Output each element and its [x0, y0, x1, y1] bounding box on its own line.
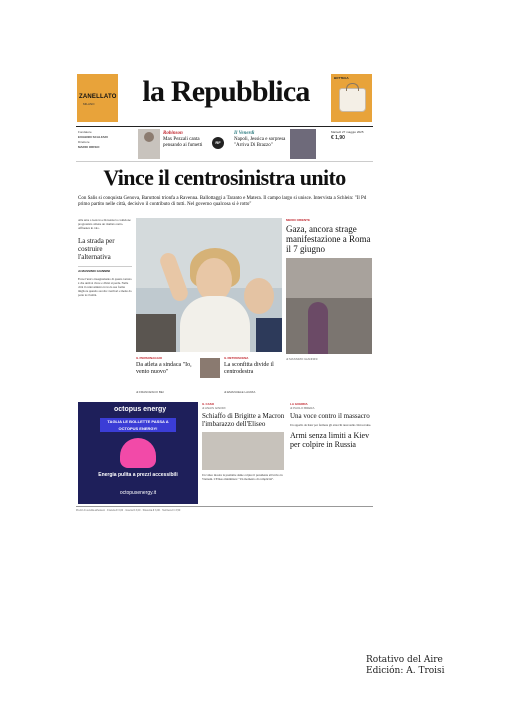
- promo-robinson[interactable]: [138, 129, 234, 159]
- story-kicker: IL RETROSCENA: [224, 356, 249, 360]
- founder-label: Fondatore: [78, 130, 92, 134]
- story-body: Un appello da Kiev per fermare gli attacchi russi sulle città ucraine.: [290, 423, 372, 427]
- right-column[interactable]: [286, 218, 372, 361]
- masthead: [76, 72, 373, 124]
- promo-title: Napoli, Jessica e sorpresa "Arriva Di Brazzo": [234, 137, 286, 148]
- director-name: MARIO ORFEO: [78, 145, 100, 149]
- left-ad-brand: ZANELLATO: [79, 94, 117, 100]
- octopus-ad[interactable]: [78, 402, 198, 504]
- right-headline: Gaza, ancora strage manifestazione a Roma il 7 giugno: [286, 224, 371, 254]
- ad-url: octopusenergy.it: [119, 490, 157, 496]
- story-title: Da atleta a sindaca "Io, vento nuovo": [136, 362, 192, 375]
- right-photo: [286, 258, 372, 354]
- story-title: Schiaffo di Brigitte a Macron l'imbarazzo dell'Eliseo: [202, 412, 285, 428]
- editorial-credits: [78, 130, 123, 150]
- story-photo: [202, 432, 284, 470]
- right-ad[interactable]: [331, 74, 372, 122]
- right-ad-tag: BOTTEGA: [334, 76, 349, 80]
- left-ad[interactable]: [77, 74, 118, 122]
- left-intro: Alle urne a Genova e Ravenna la coalizione progressista ottiene un risultato netto. Affluenza in calo.: [78, 218, 131, 231]
- issue-info: [331, 130, 371, 141]
- story-macron[interactable]: [202, 402, 286, 481]
- page-footer: Prezzi di vendita all'estero · Francia € 3,00 · Grecia € 3,00 · Slovenia € 3,00 · Svizzera Fr 3,50: [76, 506, 373, 515]
- handbag-icon: [339, 88, 366, 112]
- promo-photo: [290, 129, 316, 159]
- main-summary: Con Salis si conquista Genova, Baruttoni trionfa a Ravenna. Ballottaggi a Taranto e Matera. Il campo largo si unisce. Intervista a Schlein: "Il Pd primo partito nelle città, decisivo il contributo di tutti. Nel governo qualcosa si è rotto": [78, 196, 367, 207]
- issue-price: € 1,90: [331, 135, 345, 141]
- promo-title: Max Pezzali canta pensando ai fumetti: [163, 137, 203, 148]
- story-ukraine[interactable]: [290, 402, 372, 449]
- center-story-2[interactable]: [224, 356, 284, 394]
- story-body: Un video mostra la première dame colpire il presidente all'arrivo in Vietnam. L'Eliseo minimizza: "Un momento di complicità".: [202, 473, 283, 482]
- newspaper-front-page: [76, 72, 373, 515]
- issue-date: Martedì 27 maggio 2025: [331, 130, 364, 134]
- story-author: di EMANUELE LAURIA: [224, 390, 256, 394]
- image-credits: [366, 655, 445, 677]
- credits-line-1: Rotativo del Aire: [366, 655, 443, 665]
- promo-photo: [138, 129, 160, 159]
- photo-shirt: [180, 296, 250, 352]
- left-ad-sub: MILANO: [83, 102, 95, 106]
- story-author: di ANAIS GINORI: [202, 406, 226, 410]
- main-headline[interactable]: Vince il centrosinistra unito: [103, 165, 346, 190]
- story-author: di PAOLO BRERA: [290, 406, 315, 410]
- promo-badge: RF: [212, 137, 224, 149]
- story-title: La sconfitta divide il centrodestra: [224, 362, 274, 375]
- promo-kicker: Robinson: [163, 131, 183, 136]
- octopus-icon: [120, 438, 156, 468]
- photo-crowd: [256, 318, 282, 352]
- story-thumbnail: [200, 358, 220, 378]
- founder-name: EUGENIO SCALFARI: [78, 135, 108, 139]
- right-kicker: MEDIO ORIENTE: [286, 218, 311, 222]
- story-author: di FRANCESCO BEI: [136, 390, 164, 394]
- ad-brand: octopus energy: [114, 406, 167, 413]
- photo-ruins: [286, 258, 372, 298]
- left-headline[interactable]: La strada per costruire l'alternativa: [78, 236, 115, 261]
- photo-crowd: [136, 314, 176, 352]
- story-kicker: IL CASO: [202, 402, 215, 406]
- main-photo[interactable]: [136, 218, 282, 352]
- story-kicker: IL PERSONAGGIO: [136, 356, 163, 360]
- promo-strip: [76, 126, 373, 162]
- story-kicker: LA GUERRA: [290, 402, 308, 406]
- ad-cta: TAGLIA LE BOLLETTE PASSA A OCTOPUS ENERGY!: [100, 418, 176, 432]
- left-author: di MASSIMO GIANNINI: [78, 266, 132, 273]
- ad-message: Energia pulita a prezzi accessibili: [98, 472, 178, 478]
- director-label: Direttore: [78, 140, 90, 144]
- promo-venerdi[interactable]: [234, 129, 318, 159]
- photo-person: [308, 302, 328, 354]
- photo-child: [244, 278, 274, 314]
- newspaper-logo: la Repubblica: [142, 75, 310, 108]
- credits-line-2: Edición: A. Troisi: [366, 666, 445, 676]
- story-title: Una voce contro il massacro: [290, 412, 370, 420]
- center-story-1[interactable]: [136, 356, 206, 394]
- right-author: di MASSIMO GIANNINI: [286, 357, 318, 361]
- promo-kicker: Il Venerdì: [234, 131, 255, 136]
- story-title-2: Armi senza limiti a Kiev per colpire in Russia: [290, 431, 370, 450]
- left-body: Forse l'unico insegnamento di questa tornata è che uniti si vince e divisi si perde. Nelle città il centrosinistra trova la sua forma migliore quando ascolta i territori e mette da parte le rivalità.: [78, 276, 132, 298]
